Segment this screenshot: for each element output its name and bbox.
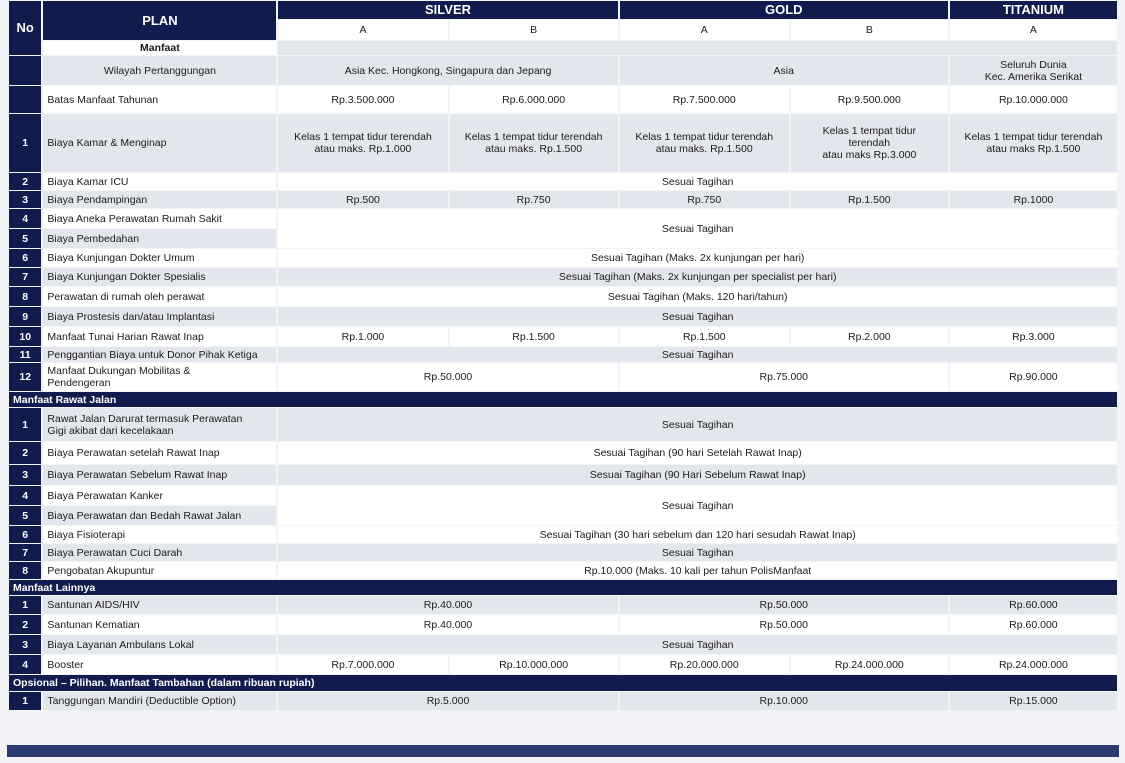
subheader-silver-b: B [450, 20, 618, 40]
row-label: Biaya Pendampingan [43, 191, 276, 208]
cell-titanium-a: Rp.24.000.000 [950, 655, 1117, 674]
row-label: Biaya Pembedahan [43, 229, 276, 248]
column-header-gold: GOLD [620, 1, 948, 19]
row-number: 1 [9, 596, 41, 614]
cell-titanium: Rp.15.000 [950, 692, 1117, 710]
cell-merged: Sesuai Tagihan [278, 544, 1117, 561]
row-label: Santunan AIDS/HIV [43, 596, 276, 614]
cell-gold-a: Rp.20.000.000 [620, 655, 789, 674]
cell-merged: Sesuai Tagihan (Maks. 2x kunjungan per specialist per hari) [278, 268, 1117, 286]
row-number: 1 [9, 408, 41, 441]
row-number: 2 [9, 173, 41, 190]
section-title-lainnya: Manfaat Lainnya [9, 580, 1117, 595]
batas-silver-b: Rp.6.000.000 [450, 86, 618, 113]
row-label: Tanggungan Mandiri (Deductible Option) [43, 692, 276, 710]
row-number: 10 [9, 327, 41, 346]
row-number [9, 56, 41, 85]
row-number: 6 [9, 249, 41, 267]
cell-gold-b: Rp.24.000.000 [791, 655, 948, 674]
benefit-table-container [7, 0, 1119, 757]
manfaat-spacer [278, 41, 1117, 55]
row-label: Santunan Kematian [43, 615, 276, 634]
row-label: Perawatan di rumah oleh perawat [43, 287, 276, 306]
row-number: 2 [9, 442, 41, 464]
cell-merged: Sesuai Tagihan [278, 635, 1117, 654]
row-number: 6 [9, 526, 41, 543]
row-label: Biaya Aneka Perawatan Rumah Sakit [43, 209, 276, 228]
cell-merged: Sesuai Tagihan (Maks. 2x kunjungan per hari) [278, 249, 1117, 267]
row-number: 1 [9, 692, 41, 710]
row-label: Rawat Jalan Darurat termasuk Perawatan Gigi akibat dari kecelakaan [43, 408, 276, 441]
cell-titanium-a: Kelas 1 tempat tidur terendah atau maks Rp.1.500 [950, 114, 1117, 172]
wilayah-label: Wilayah Pertanggungan [43, 56, 276, 85]
row-label: Manfaat Tunai Harian Rawat Inap [43, 327, 276, 346]
cell-gold-b: Rp.2.000 [791, 327, 948, 346]
column-header-silver: SILVER [278, 1, 617, 19]
cell-gold: Rp.75.000 [620, 363, 948, 391]
cell-gold-a: Rp.750 [620, 191, 789, 208]
cell-merged: Sesuai Tagihan (Maks. 120 hari/tahun) [278, 287, 1117, 306]
row-number: 7 [9, 544, 41, 561]
wilayah-silver: Asia Kec. Hongkong, Singapura dan Jepang [278, 56, 617, 85]
column-header-titanium: TITANIUM [950, 1, 1117, 19]
cell-merged: Sesuai Tagihan (90 hari Setelah Rawat Inap) [278, 442, 1117, 464]
row-label: Biaya Kunjungan Dokter Umum [43, 249, 276, 267]
row-label: Manfaat Dukungan Mobilitas & Pendengeran [43, 363, 276, 391]
row-number: 7 [9, 268, 41, 286]
wilayah-gold: Asia [620, 56, 948, 85]
row-label: Biaya Prostesis dan/atau Implantasi [43, 307, 276, 326]
cell-silver: Rp.50.000 [278, 363, 617, 391]
row-number: 8 [9, 287, 41, 306]
row-number: 5 [9, 506, 41, 525]
cell-merged: Sesuai Tagihan [278, 347, 1117, 362]
cell-gold: Rp.50.000 [620, 615, 948, 634]
cell-merged: Rp.10.000 (Maks. 10 kali per tahun PolisManfaat [278, 562, 1117, 579]
section-title-rawat-jalan: Manfaat Rawat Jalan [9, 392, 1117, 407]
cell-silver-a: Rp.7.000.000 [278, 655, 447, 674]
batas-silver-a: Rp.3.500.000 [278, 86, 447, 113]
row-label: Penggantian Biaya untuk Donor Pihak Ketiga [43, 347, 276, 362]
manfaat-label: Manfaat [43, 41, 276, 55]
cell-merged: Sesuai Tagihan [278, 486, 1117, 525]
row-number: 3 [9, 635, 41, 654]
wilayah-titanium: Seluruh Dunia Kec. Amerika Serikat [950, 56, 1117, 85]
cell-merged: Sesuai Tagihan (90 Hari Sebelum Rawat Inap) [278, 465, 1117, 485]
cell-merged: Sesuai Tagihan (30 hari sebelum dan 120 hari sesudah Rawat Inap) [278, 526, 1117, 543]
row-label: Biaya Perawatan Kanker [43, 486, 276, 505]
cell-titanium: Rp.60.000 [950, 596, 1117, 614]
subheader-silver-a: A [278, 20, 447, 40]
cell-silver-a: Rp.500 [278, 191, 447, 208]
cell-silver-a: Rp.1.000 [278, 327, 447, 346]
row-number: 3 [9, 191, 41, 208]
row-number: 12 [9, 363, 41, 391]
row-label: Biaya Fisioterapi [43, 526, 276, 543]
cell-silver-b: Rp.10.000.000 [450, 655, 618, 674]
row-label: Pengobatan Akupuntur [43, 562, 276, 579]
cell-silver: Rp.40.000 [278, 615, 617, 634]
cell-silver-a: Kelas 1 tempat tidur terendah atau maks. Rp.1.000 [278, 114, 447, 172]
row-label: Biaya Kunjungan Dokter Spesialis [43, 268, 276, 286]
batas-label: Batas Manfaat Tahunan [43, 86, 276, 113]
cell-silver: Rp.5.000 [278, 692, 617, 710]
row-number [9, 86, 41, 113]
section-title-opsional: Opsional – Pilihan. Manfaat Tambahan (dalam ribuan rupiah) [9, 675, 1117, 691]
batas-titanium-a: Rp.10.000.000 [950, 86, 1117, 113]
subheader-titanium-a: A [950, 20, 1117, 40]
cell-merged: Sesuai Tagihan [278, 408, 1117, 441]
batas-gold-b: Rp.9.500.000 [791, 86, 948, 113]
row-label: Biaya Perawatan dan Bedah Rawat Jalan [43, 506, 276, 525]
row-number: 3 [9, 465, 41, 485]
row-label: Biaya Perawatan Sebelum Rawat Inap [43, 465, 276, 485]
row-number: 4 [9, 486, 41, 505]
row-label: Biaya Kamar & Menginap [43, 114, 276, 172]
row-label: Booster [43, 655, 276, 674]
row-label: Biaya Perawatan setelah Rawat Inap [43, 442, 276, 464]
row-number: 5 [9, 229, 41, 248]
cell-merged: Sesuai Tagihan [278, 173, 1117, 190]
cell-gold-a: Kelas 1 tempat tidur terendah atau maks. Rp.1.500 [620, 114, 789, 172]
cell-gold-a: Rp.1.500 [620, 327, 789, 346]
cell-titanium-a: Rp.1000 [950, 191, 1117, 208]
row-number: 1 [9, 114, 41, 172]
cell-gold: Rp.10.000 [620, 692, 948, 710]
cell-gold: Rp.50.000 [620, 596, 948, 614]
row-number: 9 [9, 307, 41, 326]
cell-silver-b: Kelas 1 tempat tidur terendah atau maks. Rp.1.500 [450, 114, 618, 172]
cell-gold-b: Rp.1.500 [791, 191, 948, 208]
footer-bar [7, 745, 1119, 757]
row-label: Biaya Perawatan Cuci Darah [43, 544, 276, 561]
cell-merged: Sesuai Tagihan [278, 209, 1117, 248]
row-number: 4 [9, 655, 41, 674]
benefit-table [7, 0, 1119, 711]
cell-titanium: Rp.60.000 [950, 615, 1117, 634]
cell-merged: Sesuai Tagihan [278, 307, 1117, 326]
cell-silver-b: Rp.750 [450, 191, 618, 208]
cell-titanium-a: Rp.3.000 [950, 327, 1117, 346]
cell-silver: Rp.40.000 [278, 596, 617, 614]
batas-gold-a: Rp.7.500.000 [620, 86, 789, 113]
column-header-no: No [9, 1, 41, 55]
row-number: 4 [9, 209, 41, 228]
cell-titanium: Rp.90.000 [950, 363, 1117, 391]
cell-gold-b: Kelas 1 tempat tidur terendah atau maks Rp.3.000 [791, 114, 948, 172]
row-number: 2 [9, 615, 41, 634]
subheader-gold-a: A [620, 20, 789, 40]
cell-silver-b: Rp.1.500 [450, 327, 618, 346]
row-number: 8 [9, 562, 41, 579]
column-header-plan: PLAN [43, 1, 276, 40]
row-label: Biaya Layanan Ambulans Lokal [43, 635, 276, 654]
row-number: 11 [9, 347, 41, 362]
row-label: Biaya Kamar ICU [43, 173, 276, 190]
subheader-gold-b: B [791, 20, 948, 40]
